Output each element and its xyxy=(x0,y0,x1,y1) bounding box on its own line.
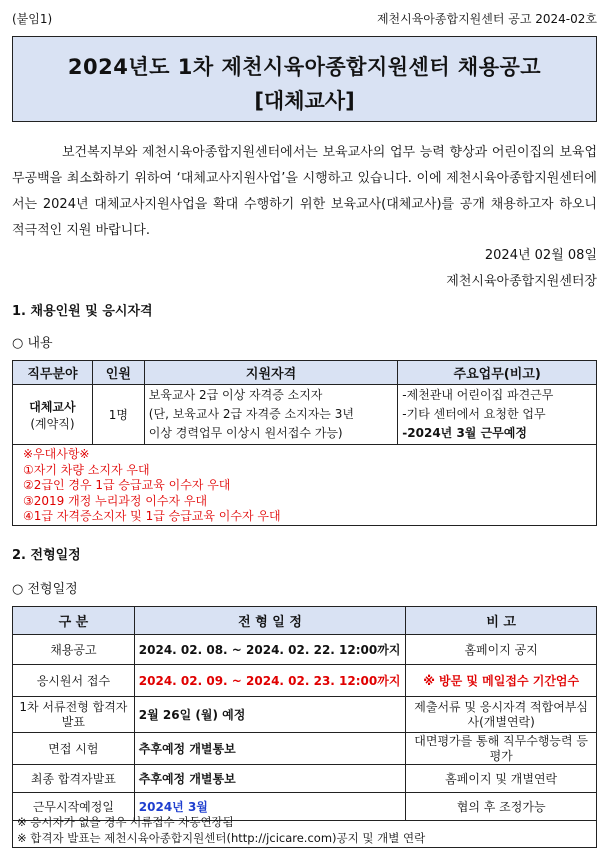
duty-line: -제천관내 어린이집 파견근무 xyxy=(402,388,554,402)
signer: 제천시육아종합지원센터장 xyxy=(446,274,597,289)
row-note: 홈페이지 공지 xyxy=(406,635,597,665)
col-header: 지원자격 xyxy=(144,361,398,385)
pref-item: ①자기 차량 소지자 우대 xyxy=(23,462,150,477)
row-name: 채용공고 xyxy=(13,635,135,665)
notice-number: 제천시육아종합지원센터 공고 2024-02호 xyxy=(376,12,597,26)
duty-line: -2024년 3월 근무예정 xyxy=(402,426,527,440)
row-name: 근무시작예정일 xyxy=(13,793,135,821)
qual-line: 이상 경력업무 이상시 원서접수 가능) xyxy=(148,426,343,440)
row-note: 제출서류 및 응시자격 적합여부심사(개별연락) xyxy=(406,697,597,733)
row-schedule: 2월 26일 (월) 예정 xyxy=(134,697,406,733)
row-schedule: 2024. 02. 08. ~ 2024. 02. 22. 12:00까지 xyxy=(134,635,406,665)
row-name: 응시원서 접수 xyxy=(13,665,135,697)
section1-heading: 1. 채용인원 및 응시자격 xyxy=(12,304,153,319)
schedule-table xyxy=(12,606,597,821)
row-name: 1차 서류전형 합격자발표 xyxy=(13,697,135,733)
row-schedule: 추후예정 개별통보 xyxy=(134,733,406,765)
row-schedule: 2024년 3월 xyxy=(134,793,406,821)
section2-heading: 2. 전형일정 xyxy=(12,548,81,563)
pref-title: ※우대사항※ xyxy=(23,447,90,461)
section1-sub: ○ 내용 xyxy=(12,336,53,351)
qual-line: 보육교사 2급 이상 자격증 소지자 xyxy=(148,388,323,402)
row-schedule: 2024. 02. 09. ~ 2024. 02. 23. 12:00까지 xyxy=(134,665,406,697)
section2-sub: ○ 전형일정 xyxy=(12,582,78,597)
attachment-label: (붙임1) xyxy=(12,12,53,26)
row-note: 홈페이지 및 개별연락 xyxy=(406,765,597,793)
pref-item: ②2급인 경우 1급 승급교육 이수자 우대 xyxy=(23,478,231,492)
col-header: 전 형 일 정 xyxy=(134,607,406,635)
count-cell: 1명 xyxy=(92,385,144,445)
row-name: 면접 시험 xyxy=(13,733,135,765)
schedule-notes xyxy=(12,814,597,848)
row-note: 협의 후 조정가능 xyxy=(406,793,597,821)
qualification-table xyxy=(12,360,597,526)
job-title: 대체교사 xyxy=(29,399,76,414)
page-subtitle: [대체교사] xyxy=(254,89,355,113)
pref-item: ③2019 개정 누리과정 이수자 우대 xyxy=(23,493,208,508)
page-title: 2024년도 1차 제천시육아종합지원센터 채용공고 xyxy=(67,55,542,79)
row-note: ※ 방문 및 메일접수 기간엄수 xyxy=(406,665,597,697)
row-name: 최종 합격자발표 xyxy=(13,765,135,793)
pref-item: ④1급 자격증소지자 및 1급 승급교육 이수자 우대 xyxy=(23,509,281,523)
duties-cell xyxy=(398,385,597,445)
col-header: 인원 xyxy=(92,361,144,385)
preferences-cell xyxy=(13,445,597,526)
qual-line: (단, 보육교사 2급 자격증 소지자는 3년 xyxy=(148,407,354,421)
notice-date: 2024년 02월 08일 xyxy=(484,248,597,263)
note-line: ※ 응시자가 없을 경우 서류접수 자동연장됨 xyxy=(17,815,234,829)
col-header: 구 분 xyxy=(13,607,135,635)
row-schedule: 추후예정 개별통보 xyxy=(134,765,406,793)
job-type: (계약직) xyxy=(30,416,75,431)
title-box xyxy=(12,36,597,122)
note-line: ※ 합격자 발표는 제천시육아종합지원센터(http://jcicare.com)공지 및 개별 연락 xyxy=(17,831,426,845)
intro-paragraph: 보건복지부와 제천시육아종합지원센터에서는 보육교사의 업무 능력 향상과 어린이집의 보육업무공백을 최소화하기 위하여 ‘대체교사지원사업’을 시행하고 있습니다. 이에 제천시육아종합지원센터에서는 2024년 대체교사지원사업을 확대 수행하기 위한 보육교사(대체교사)를 공개 채용하고자 하오니 적극적인 지원 바랍니다. xyxy=(12,145,597,238)
col-header: 직무분야 xyxy=(13,361,93,385)
job-cell xyxy=(13,385,93,445)
qual-cell xyxy=(144,385,398,445)
row-note: 대면평가를 통해 직무수행능력 등 평가 xyxy=(406,733,597,765)
col-header: 비 고 xyxy=(406,607,597,635)
duty-line: -기타 센터에서 요청한 업무 xyxy=(402,407,546,421)
col-header: 주요업무(비고) xyxy=(398,361,597,385)
